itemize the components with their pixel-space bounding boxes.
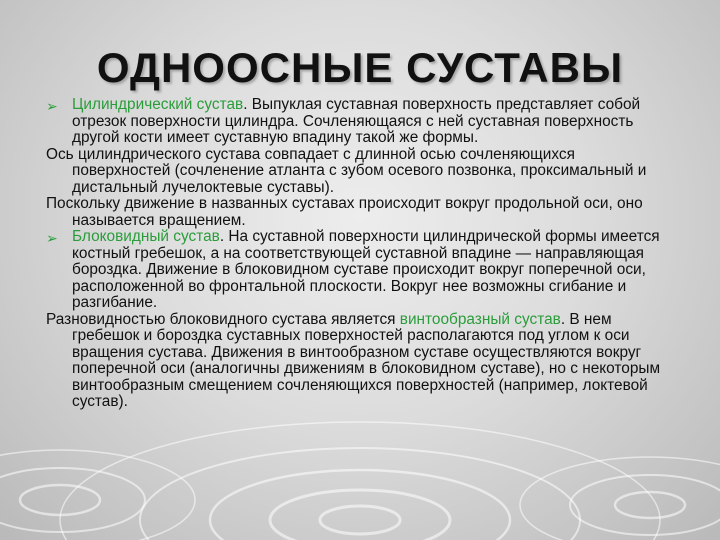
slide-body — [46, 97, 676, 411]
paragraph-text: Ось цилиндрического сустава совпадает с длинной осью сочленяющихся поверхностей (сочленение атланта с зубом осевого позвонка, проксимальный и дистальный лучелоктевые суставы). — [46, 145, 647, 196]
paragraph-text: . На суставной поверхности цилиндрической формы имеется костный гребешок, а на соответствующей суставной впадине — направляющая бороздка. Движение в блоковидном суставе происходит вокруг поперечной оси, расположенной во фронтальной плоскости. Вокруг нее возможны сгибание и разгибание. — [72, 228, 660, 311]
paragraph-axis — [46, 147, 676, 197]
term-cylindrical-joint: Цилиндрический сустав — [72, 96, 244, 113]
paragraph-hinge-joint — [46, 229, 676, 312]
arrow-bullet-icon: ➢ — [46, 230, 58, 246]
slide-title: ОДНООСНЫЕ СУСТАВЫ — [96, 44, 624, 91]
paragraph-rotation — [46, 196, 676, 229]
term-helical-joint: винтообразный сустав — [399, 310, 561, 328]
paragraph-text: Поскольку движение в названных суставах происходит вокруг продольной оси, оно называется вращением. — [46, 195, 643, 229]
paragraph-text: . Выпуклая суставная поверхность представляет собой отрезок поверхности цилиндра. Сочленяющаяся с ней суставная поверхность другой кости имеет суставную впадину такой же формы. — [72, 96, 641, 146]
term-hinge-joint: Блоковидный сустав — [72, 228, 220, 245]
paragraph-cylindrical-joint — [46, 97, 676, 147]
paragraph-text: . В нем гребешок и бороздка суставных поверхностей располагаются под углом к оси вращения сустава. Движения в винтообразном суставе осуществляются вокруг поперечной оси (аналогичны движениям в блоковидном суставе), но с некоторым винтообразным смещением сочленяющихся поверхностей (например, локтевой сустав). — [72, 310, 661, 410]
arrow-bullet-icon: ➢ — [46, 98, 58, 114]
paragraph-text: Разновидностью блоковидного сустава является — [46, 310, 400, 328]
paragraph-helical-joint — [46, 312, 676, 411]
